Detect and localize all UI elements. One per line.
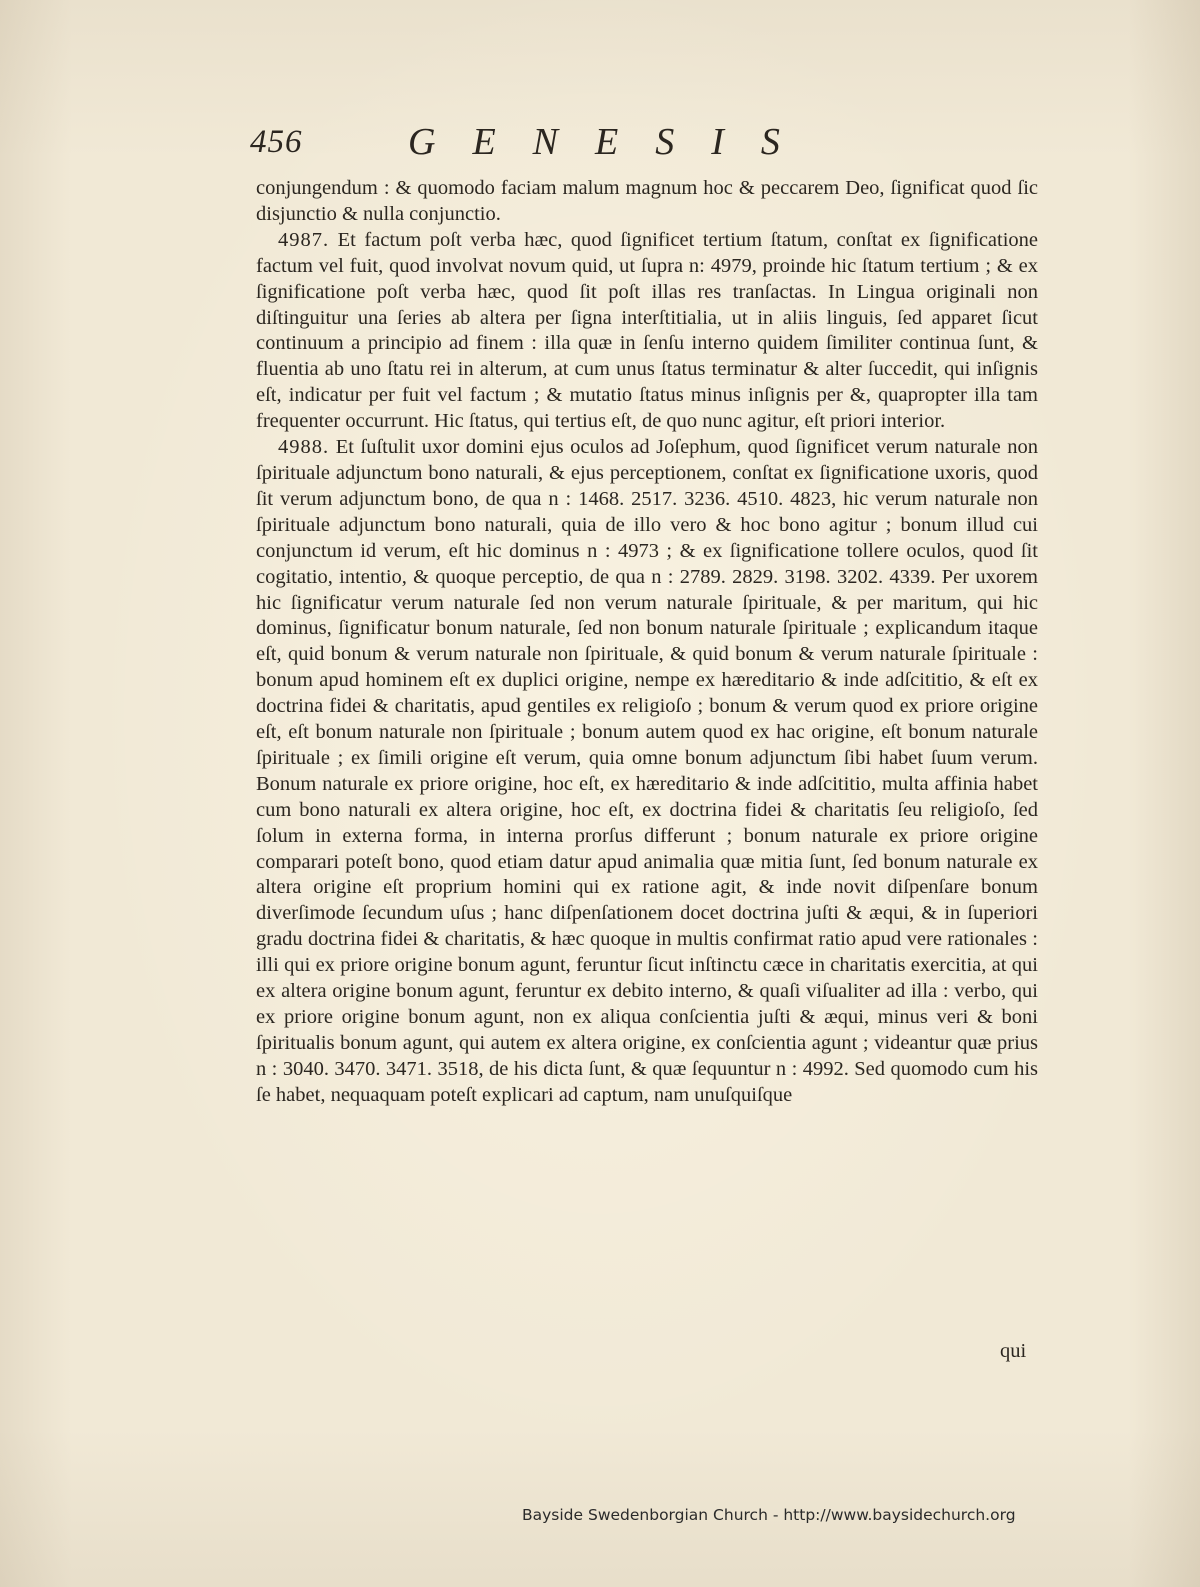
paragraph-text: conjungendum : & quomodo faciam malum magnum hoc & peccarem Deo, ſignificat quod ſic disjunctio & nulla conjunctio. <box>256 177 1038 225</box>
paragraph-text: Et ſuſtulit uxor domini ejus oculos ad Joſephum, quod ſignificet verum naturale non ſpirituale adjunctum bono naturali, & ejus perceptionem, conſtat ex ſignificatione uxoris, quod ſit verum adjunctum bono, de qua n : 1468. 2517. 3236. 4510. 4823, hic verum naturale non ſpirituale adjunctum bono naturali, quia de illo vero & hoc bono agitur ; bonum illud cui conjunctum id verum, eſt hic dominus n : 4973 ; & ex ſignificatione tollere oculos, quod ſit cogitatio, intentio, & quoque perceptio, de qua n : 2789. 2829. 3198. 3202. 4339. Per uxorem hic ſignificatur verum naturale ſed non verum naturale ſpirituale, & per maritum, qui hic dominus, ſignificatur bonum naturale, ſed non bonum naturale ſpirituale ; explicandum itaque eſt, quid bonum & verum naturale non ſpirituale, & quid bonum & verum naturale ſpirituale : bonum apud hominem eſt ex duplici origine, nempe ex hæreditario & inde adſcititio, & eſt ex doctrina fidei & charitatis, apud gentiles ex religioſo ; bonum & verum quod ex priore origine eſt, eſt bonum naturale non ſpirituale ; bonum autem quod ex hac origine, eſt bonum naturale ſpirituale ; ex ſimili origine eſt verum, quia omne bonum adjunctum ſibi habet ſuum verum. Bonum naturale ex priore origine, hoc eſt, ex hæreditario & inde adſcititio, multa affinia habet cum bono naturali ex altera origine, hoc eſt, ex doctrina fidei & charitatis ſeu religioſo, ſed ſolum in externa forma, in interna prorſus differunt ; bonum naturale ex priore origine comparari poteſt bono, quod etiam datur apud animalia quæ mitia ſunt, ſed bonum naturale ex altera origine eſt proprium homini qui ex ratione agit, & inde novit diſpenſare bonum diverſimode ſecundum uſus ; hanc diſpenſationem docet doctrina juſti & æqui, & in ſuperiori gradu doctrina fidei & charitatis, & hæc quoque in multis confirmat ratio apud vere rationales : illi qui ex priore origine bonum agunt, feruntur ſicut inſtinctu cæce in charitatis exercitia, at qui ex altera origine bonum agunt, feruntur ex debito interno, & quaſi viſualiter ad illa : verbo, qui ex priore origine bonum agunt, non ex aliqua conſcientia juſti & æqui, minus veri & boni ſpiritualis bonum agunt, qui autem ex altera origine, ex conſcientia agunt ; videantur quæ prius n : 3040. 3470. 3471. 3518, de his dicta ſunt, & quæ ſequuntur n : 4992. Sed quomodo cum his ſe habet, nequaquam poteſt explicari ad captum, nam unuſquiſque <box>256 436 1038 1106</box>
page-header <box>250 120 1040 172</box>
catchword: qui <box>1000 1340 1027 1362</box>
paragraph-4987 <box>256 228 1038 435</box>
page-number: 456 <box>250 124 303 160</box>
body-text <box>256 176 1038 1109</box>
watermark-caption: Bayside Swedenborgian Church - http://www.baysidechurch.org <box>522 1506 1016 1524</box>
paragraph-number: 4988. <box>278 436 330 459</box>
running-title: GENESIS <box>408 121 817 163</box>
paragraph-number: 4987. <box>278 228 330 251</box>
paragraph-text: Et factum poſt verba hæc, quod ſignificet tertium ſtatum, conſtat ex ſignificatione factum vel fuit, quod involvat novum quid, ut ſupra n: 4979, proinde hic ſtatum tertium ; & ex ſignificatione poſt verba hæc, quod ſit poſt illas res tranſactas. In Lingua originali non diſtinguitur una ſeries ab altera per ſigna interſtitialia, ut in aliis linguis, ſed apparet ſicut continuum a principio ad finem : illa quæ in ſenſu interno quidem ſimiliter continua ſunt, & fluentia ab uno ſtatu rei in alterum, at cum unus ſtatus terminatur & alter ſuccedit, qui inſignis eſt, indicatur per fuit vel factum ; & mutatio ſtatus minus inſignis per &, quapropter illa tam frequenter occurrunt. Hic ſtatus, qui tertius eſt, de quo nunc agitur, eſt priori interior. <box>256 228 1039 433</box>
paragraph-4988 <box>256 435 1038 1109</box>
paragraph-continuation <box>256 176 1038 228</box>
